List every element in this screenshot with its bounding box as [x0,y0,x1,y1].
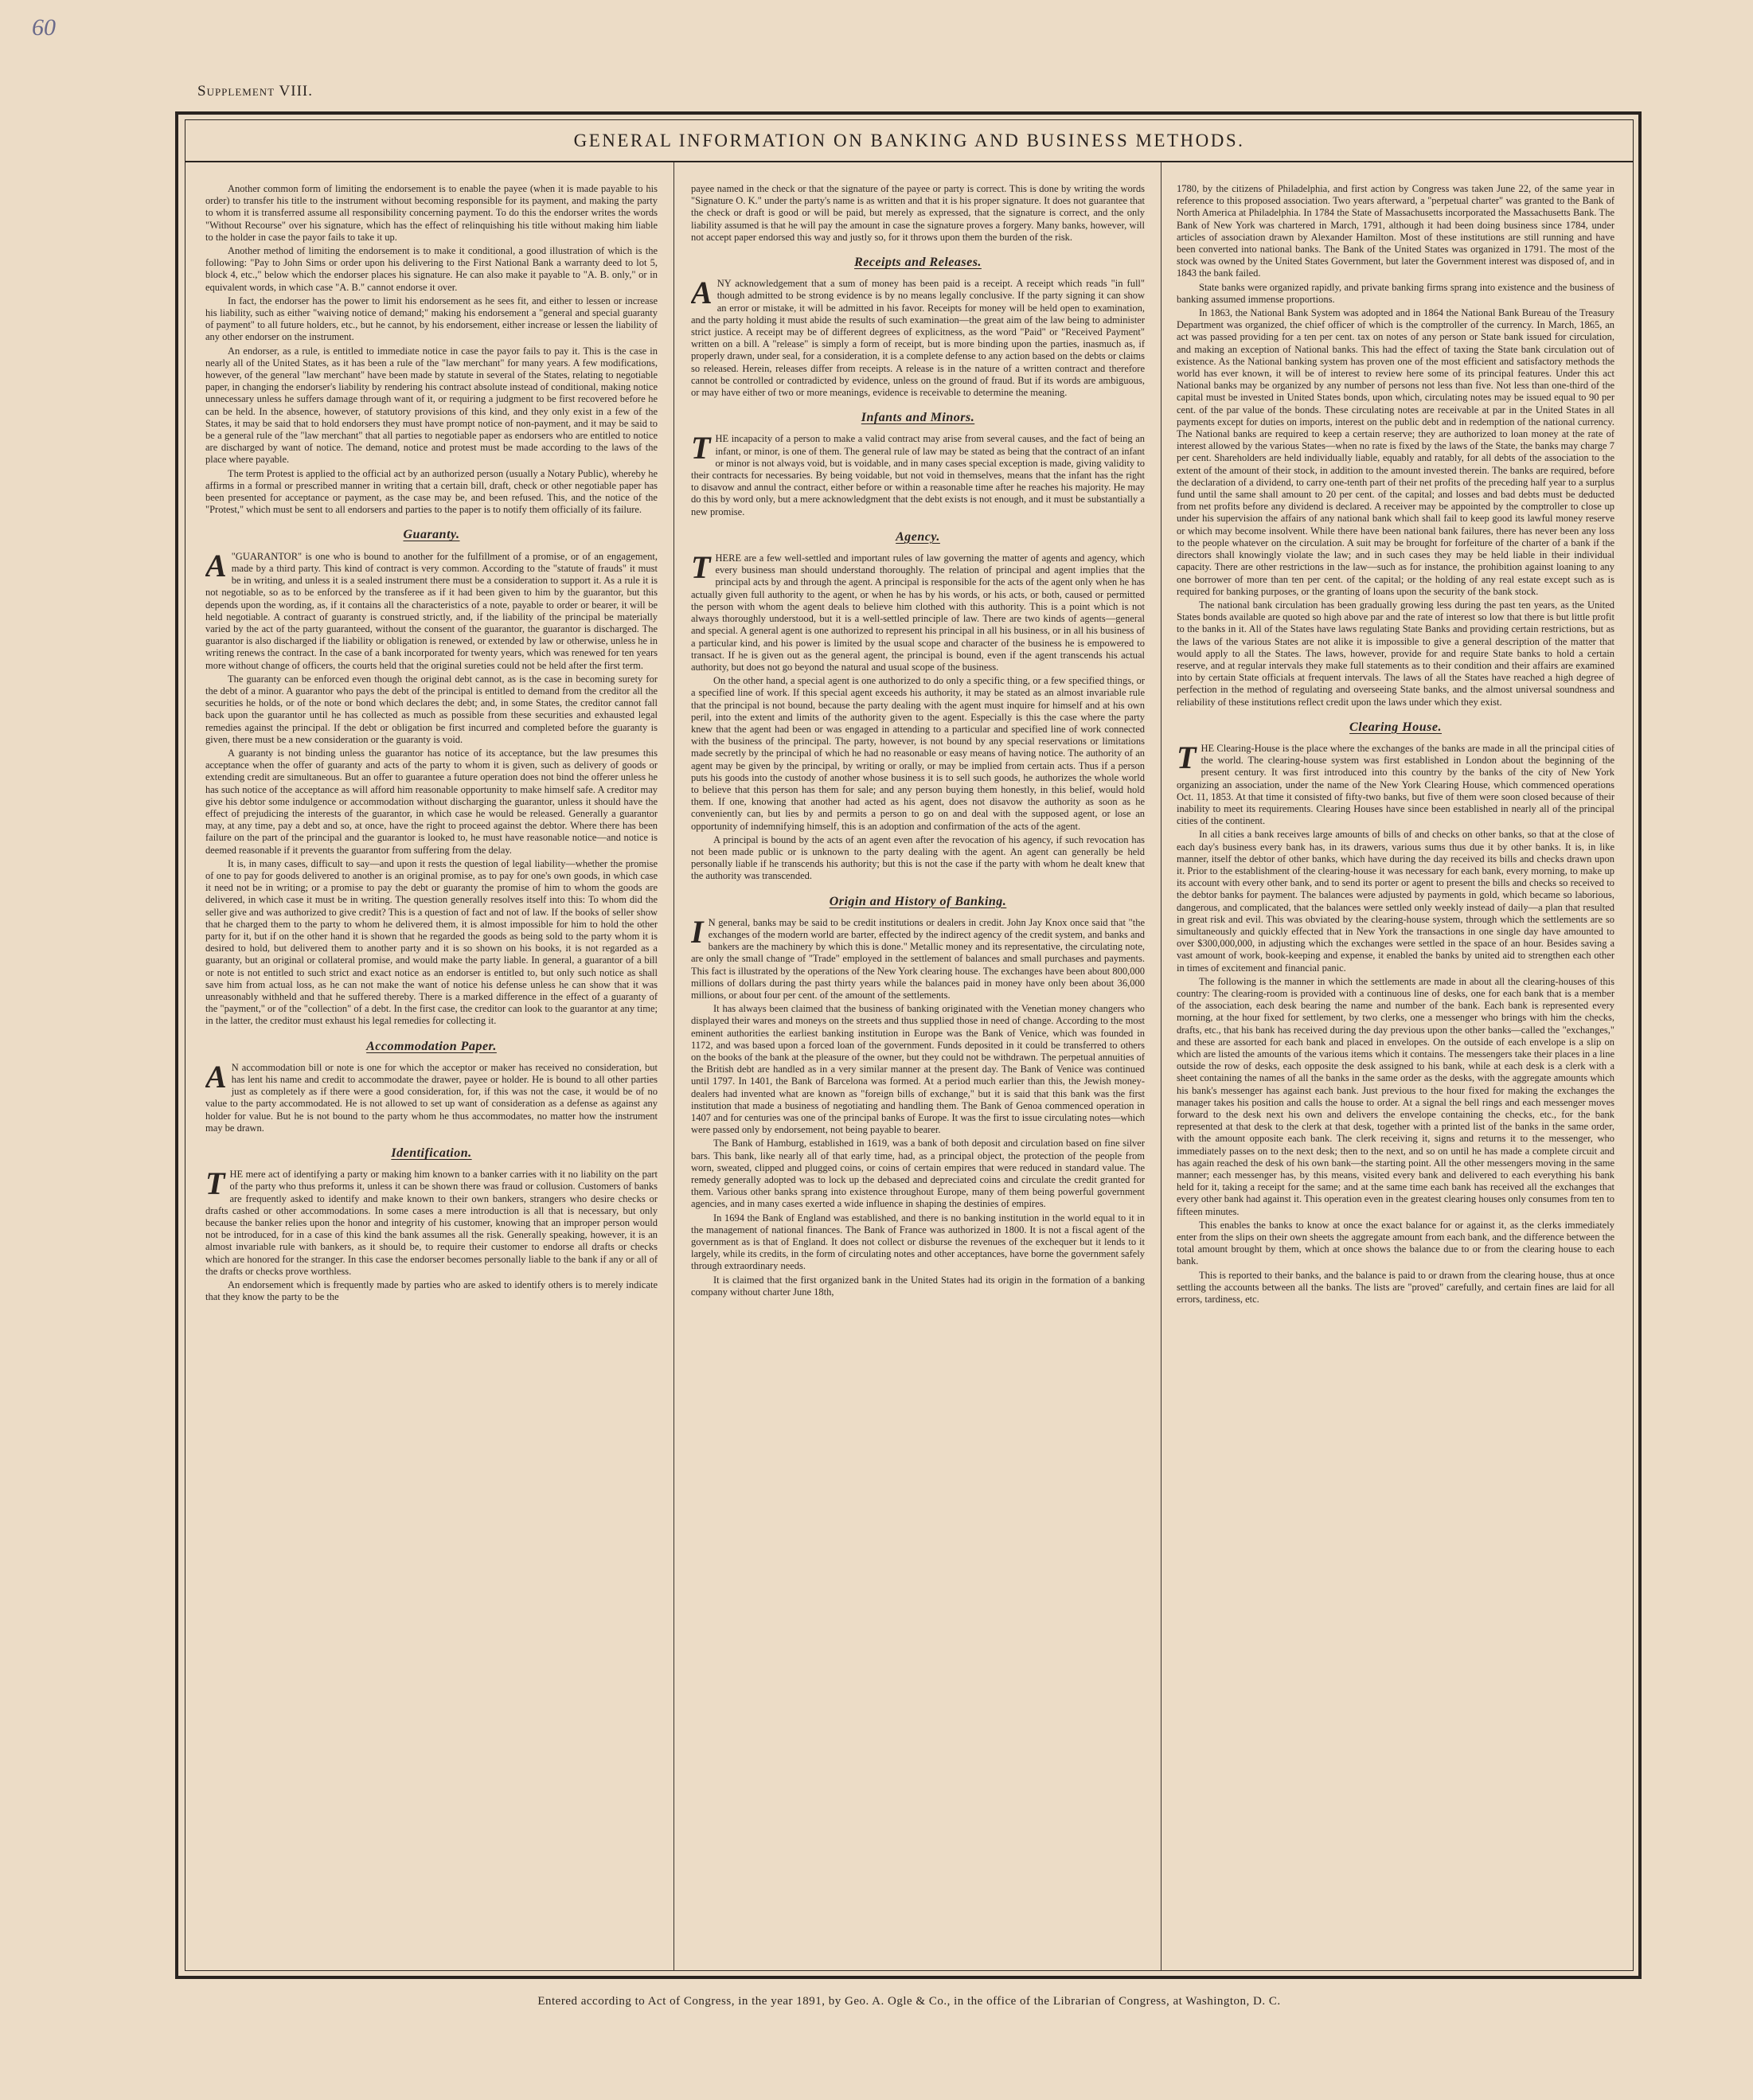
section-heading-agency: Agency. [896,529,940,544]
paragraph: This is reported to their banks, and the balance is paid to or drawn from the clearing house, thus at once settling the accounts between all the banks. The lists are "proved" carefully, and certain fines are laid for all errors, tardiness, etc. [1177,1269,1614,1306]
paragraph: The national bank circulation has been gradually growing less during the past ten years, as the United States bonds available are quoted so high above par and the rate of interest so low that there is but little profit to the banks in it. All of the States have laws regulating State Banks and providing certain restrictions, but as the laws of the various States are not alike it is impossible to give a general description of the matter that would apply to all the States. The laws, however, provide for and require State banks to hold a certain reserve, and at regular intervals they make full statements as to their condition and their affairs are examined into by certain State officials at frequent intervals. The laws of all the States have reached a high degree of perfection in the method of regulating and overseeing State banks, and the almost universal soundness and reliability of these institutions reflect credit upon the laws under which they exist. [1177,599,1614,708]
column-1 [205,183,658,1954]
paragraph [691,275,1145,399]
section-heading-receipts-and-releases: Receipts and Releases. [854,256,982,270]
copyright-footer: Entered according to Act of Congress, in the year 1891, by Geo. A. Ogle & Co., in the office of the Librarian of Congress, at Washington, D. C. [537,1995,1281,2008]
paragraph-text: N accommodation bill or note is one for which the acceptor or maker has received no consideration, but has lent his name and credit to accommodate the drawer, payee or holder. He is bound to all other parties just as completely as if there were a good consideration, for, if this was not the case, it would be of no value to the party accommodated. He is not allowed to set up want of consideration as a defense as against any holder for value. But he is not bound to the party whom he thus accommodates, no matter how the instrument may be drawn. [205,1061,658,1134]
paragraph: State banks were organized rapidly, and private banking firms sprang into existence and the business of banking assumed immense proportions. [1177,281,1614,305]
paragraph-text: HE Clearing-House is the place where the exchanges of the banks are made in all the principal cities of the world. The clearing-house system was first established in London about the beginning of the present century. It was first introduced into this country by the banks of the city of New York organizing an association, under the name of the New York Clearing House, which commenced operations Oct. 11, 1853. At that time it consisted of fifty-two banks, but five of them were soon closed because of their inability to meet its requirements. Clearing Houses have since been established in nearly all of the principal cities of the continent. [1177,742,1614,827]
paragraph: In 1863, the National Bank System was adopted and in 1864 the National Bank Bureau of the Treasury Department was organized, the chief officer of which is the comptroller of the currency. In March, 1865, an act was passed providing for a ten per cent. tax on notes of any person or State bank issued for circulation, and making an exception of National banks. This had the effect of taxing the State bank circulation out of existence. As the National banking system has proven one of the most efficient and satisfactory methods the world has ever known, it will be of interest to review here some of its principal features. Under this act National banks may be organized by any number of persons not less than five. Not less than one-third of the capital must be invested in United States bonds, upon which, circulating notes may be issued equal to 90 per cent. of the par value of the bonds. These circulating notes are receivable at par in the United States in all payments except for duties on imports, interest on the public debt and in redemption of the national currency. The National banks are required to keep a certain reserve; they are authorized to loan money at the rate of interest allowed by the various States—when no rate is fixed by the laws of the State, the banks may charge 7 per cent. Shareholders are held individually liable, equably and ratably, for all debts of the association to the extent of the amount of their stock, in addition to the amount invested therein. The banks are required, before the declaration of a dividend, to carry one-tenth part of their net profits of the preceding half year to a surplus fund until the same shall amount to 20 per cent. of the capital; and losses and bad debts must be deducted from net profits before any dividend is declared. A receiver may be appointed by the comptroller to close up under his supervision the affairs of any national bank which shall fail to keep good its lawful money reserve or which may become insolvent. While there have been national bank failures, there has never been any loss to the people whatever on the circulation. A suit may be brought for forfeiture of the charter of a bank if the directors shall knowingly violate the law; and in such cases they may be held liable in their individual capacity. There are other restrictions in the law—such as for instance, the prohibition against loaning to any one borrower of more than ten per cent. of the capital; or the holding of any real estate except such as is required for banking purposes, or the granting of loans upon the security of the bank stock. [1177,307,1614,597]
supplement-label: Supplement VIII. [197,83,313,100]
paragraph [691,913,1145,1001]
section-heading-identification: Identification. [391,1146,472,1161]
drop-cap: T [1177,739,1197,775]
paragraph [691,549,1145,673]
paragraph: It is, in many cases, difficult to say—and upon it rests the question of legal liability—whether the promise of one to pay for goods delivered to another is an original promise, as to pay for one's own goods, in which case it need not be in writing; or a promise to pay the debt or guaranty the promise of him to whom the goods are delivered, in which case it must be in writing. The question generally resolves itself into this: To whom did the seller give and was authorized to give credit? This is a question of fact and not of law. If the books of seller show that he charged them to the party to whom he delivered them, it is almost impossible for him to hold the other party for it, but if on the other hand it is shown that he regarded the goods as being sold to the party whom it is desired to hold, but delivered them to another party and it is so shown on his books, it is not regarded as a guaranty, but an original or collateral promise, and would make the party liable. In general, a guarantor of a bill or note is not entitled to such strict and exact notice as an endorser is entitled to, but only such notice as shall save him from actual loss, as he can not make the want of notice his defense unless he can show that it was unreasonably withheld and that he suffered thereby. There is a marked difference in the effect of a guaranty of the "payment," or of the "collection" of a debt. In the first case, the creditor can look to the guarantor at any time; in the latter, the creditor must exhaust his legal remedies for collecting it. [205,857,658,1027]
paragraph [205,1058,658,1134]
paragraph: This enables the banks to know at once the exact balance for or against it, as the clerks immediately enter from the slips on their own sheets the aggregate amount from each bank, and the difference between the total amount brought by them, which at once shows the balance due to or from the clearing house to each bank. [1177,1219,1614,1267]
paragraph: payee named in the check or that the signature of the payee or party is correct. This is done by writing the words "Signature O. K." under the party's name is as written and that it is his proper signature. It does not guarantee that the check or draft is good or will be paid, but merely as expressed, that the signature is correct, and the only liability assumed is that he will pay the amount in case the signature proves a forgery. Many banks, however, will not accept paper endorsed this way and justly so, for it throws upon them the burden of the risk. [691,183,1145,243]
paragraph [1177,739,1614,827]
page-number-mark: 60 [32,14,56,41]
drop-cap: T [205,1165,225,1202]
drop-cap: A [205,1058,227,1095]
drop-cap: I [691,913,704,950]
paragraph: It is claimed that the first organized bank in the United States had its origin in the formation of a banking company without charter June 18th, [691,1274,1145,1298]
paragraph: An endorsement which is frequently made by parties who are asked to identify others is to merely indicate that they know the party to be the [205,1279,658,1303]
paragraph: The following is the manner in which the settlements are made in about all the clearing-houses of this country: The clearing-room is provided with a continuous line of desks, one for each bank that is a member of the association, each desk bearing the name and number of the bank. Each bank is represented every morning, at the hour fixed for settlement, by two clerks, one a messenger who brings with him the checks, drafts, etc., that his bank has received during the day previous upon the other banks—called the "exchanges," and these are assorted for each bank and placed in envelopes. On the outside of each envelope is a slip on which are listed the amounts of the various items which it contains. The messengers take their places in a line outside the row of desks, each opposite the desk assigned to his bank, while at each desk is a clerk with a sheet containing the names of all the banks in the same order as the desks, with the aggregate amounts which his bank's messenger has against each bank. Just previous to the hour fixed for making the exchanges the manager takes his position and calls the house to order. At a signal the bell rings and each messenger moves forward to the desk next his own and delivers the envelope containing the checks, etc., for the bank represented at that desk to the clerk at that desk, together with a printed list of the banks in the same order, with the amount opposite each bank. The clerk receiving it, signs and returns it to the messenger, who immediately passes on to the next desk; then to the next, and so on until he has made a complete circuit and has again reached the desk of his own bank—the starting point. All the other messengers moving in the same manner; each messenger has, by this means, visited every bank and delivered to each everything his bank held for it, taking a receipt for the same; and at the same time each bank has received all the exchanges that every other bank had against it. This operation even in the greatest clearing houses only consumes from ten to fifteen minutes. [1177,975,1614,1217]
drop-cap: T [691,430,711,466]
paragraph: In 1694 the Bank of England was established, and there is no banking institution in the world equal to it in the management of national finances. The Bank of France was authorized in 1800. It is not a fiscal agent of the government as is that of England. It does not collect or disburse the revenues of the exchequer but it lends to it largely, while its credits, in the form of circulating notes and other acceptances, have borne the government safely through extraordinary needs. [691,1212,1145,1272]
column-divider [673,162,674,1971]
section-heading-clearing-house: Clearing House. [1349,720,1442,734]
paragraph: A principal is bound by the acts of an agent even after the revocation of his agency, if such revocation has not been made public or is unknown to the party dealing with the agent. An agent can generally be held personally liable if he transcends his authority; but this is not the case if the party with whom he dealt knew that the authority was transcended. [691,833,1145,882]
paragraph-text: HE incapacity of a person to make a valid contract may arise from several causes, and the fact of being an infant, or minor, is one of them. The general rule of law may be stated as being that the contract of an infant or minor is not always void, but is voidable, and in many cases special exception is made, giving validity to their contracts for necessaries. By being voidable, but not void in themselves, means that the infant has the right to disavow and annul the contract, either before or within a reasonable time after he reaches his majority. He may do this by word only, but a mere acknowledgment that the debt exists is not enough, and it must be substantially a new promise. [691,433,1145,517]
page-title: GENERAL INFORMATION ON BANKING AND BUSINESS METHODS. [185,119,1634,162]
paragraph [205,1165,658,1278]
paragraph: In all cities a bank receives large amounts of bills of and checks on other banks, so that at the close of each day's business every bank has, in its drawers, various sums thus due it by other banks. It is, in like manner, itself the debtor of other banks, which have during the day received its bills and checks drawn upon it. Prior to the establishment of the clearing-house it was necessary for each bank, every morning, to make up its account with every other bank, and to send its porter or agent to present the bills and checks so received to the debtor banks for payment. The balances were adjusted by payments in gold, which became so laborious, dangerous, and complicated, that the balances were settled only weekly instead of daily—a plan that resulted in great risk and evil. This was obviated by the clearing-house system, through which the settlements are so simultaneously and quickly effected that in New York the transactions in one single day have amounted to over $300,000,000, in adjusting which the exchanges were settled in the space of an hour. Besides saving a vast amount of work, book-keeping and expense, it enabled the banks by united aid to strengthen each other in times of excitement and financial panic. [1177,829,1614,974]
paragraph-text: HERE are a few well-settled and important rules of law governing the matter of agents and agency, which every business man should understand thoroughly. The relation of principal and agent implies that the principal acts by and through the agent. A principal is responsible for the acts of the agent only when he has actually given full authority to the agent, or when he has by his words, or his acts, or both, caused or permitted the person with whom the agent deals to believe him clothed with this authority. This is a point which is not always thoroughly understood, but it is a well-settled principle of law. There are two kinds of agents—general and special. A general agent is one authorized to represent his principal in all his business, or in all his business of a particular kind, and his power is limited by the usual scope and character of the business he is empowered to transact. If he is given out as the general agent, the principal is bound, even if the agent transcends his actual authority, but does not go beyond the natural and usual scope of the business. [691,552,1145,673]
paragraph: The term Protest is applied to the official act by an authorized person (usually a Notary Public), whereby he affirms in a formal or prescribed manner in writing that a certain bill, draft, check or other negotiable paper has been presented for acceptance or payment, as the case may be, and been refused. This, and the notice of the "Protest," which must be sent to all endorsers and parties to the paper is to notify them officially of its failure. [205,467,658,516]
section-heading-infants-and-minors: Infants and Minors. [861,411,975,425]
section-heading-guaranty: Guaranty. [403,528,460,542]
drop-cap: T [691,549,711,586]
paragraph: On the other hand, a special agent is one authorized to do only a specific thing, or a few specified things, or a specified line of work. If this special agent exceeds his authority, it may be stated as an almost invariable rule that the principal is not bound, because the party dealing with the agent must inquire for himself and at his own peril, into the extent and limits of the authority given to the agent. Especially is this the case where the party knew that the agent had been or was engaged in attending to a particular and specified line of work connected with the business of the principal. The party, however, is not bound by any special reservations or limitations made secretly by the principal of which he had no reasonable or easy means of having notice. The authority of an agent may be given by the principal, by writing or orally, or may be implied from certain acts. Thus if a person puts his goods into the custody of another whose business it is to sell such goods, he authorizes the whole world to believe that this person has them for sale; and any person buying them honestly, in this belief, would hold them. If one, knowing that another had acted as his agent, does not disavow the authority as soon as he conveniently can, but lies by and permits a person to go on and deal with the supposed agent, or lose an opportunity of indemnifying himself, this is an adoption and confirmation of the acts of the agent. [691,675,1145,832]
column-3 [1177,183,1614,1954]
section-heading-origin-and-history-of-banking: Origin and History of Banking. [829,894,1007,908]
paragraph: The Bank of Hamburg, established in 1619, was a bank of both deposit and circulation based on fine silver bars. This bank, like nearly all of that early time, had, as a principal object, the protection of the people from worn, sweated, clipped and plugged coins, or coins of certain empires that were reduced in standard value. The remedy generally adopted was to lock up the debased and depreciated coins and circulate the credit granted for them. Various other banks sprang into existence throughout Europe, many of them being powerful government agencies, and in many cases exerted a wide influence in shaping the destinies of empires. [691,1138,1145,1210]
paragraph: It has always been claimed that the business of banking originated with the Venetian money changers who displayed their wares and moneys on the streets and thus supplied those in need of change. According to the most eminent authorities the earliest banking institution in Europe was the Bank of Venice, which was founded in 1172, and was based upon a forced loan of the government. Funds deposited in it could be transferred to others on the books of the bank at the pleasure of the owner, but they could not be withdrawn. The perpetual annuities of the British debt are handled as in a very similar manner at the present day. The Bank of Venice was continued until 1797. In 1401, the Bank of Barcelona was formed. At a period much earlier than this, the Jewish money-dealers had invented what are known as "foreign bills of exchange," but it is said that this bank was the first institution that made a business of negotiating and handling them. The Bank of Genoa commenced operation in 1407 and for centuries was one of the principal banks of Europe. It was the first to issue circulating notes—which were passed only by endorsement, not being payable to bearer. [691,1003,1145,1136]
paragraph: The guaranty can be enforced even though the original debt cannot, as is the case in becoming surety for the debt of a minor. A guarantor who pays the debt of the principal is entitled to demand from the creditor all the securities he holds, or of the note or bond which declares the debt; and, in some States, the creditor cannot fall back upon the guarantor until he has collected as much as possible from these securities and exhausted legal remedies against the principal. If the debt or obligation be first incurred and completed before the guaranty is given, there must be a new consideration or the guaranty is void. [205,673,658,745]
drop-cap: A [691,275,713,311]
paragraph [205,547,658,672]
paragraph [691,430,1145,517]
column-2 [691,183,1145,1954]
paragraph-text: HE mere act of identifying a party or making him known to a banker carries with it no liability on the part of the party who thus preforms it, unless it can be shown there was fraud or collusion. Customers of banks are frequently asked to identify and make known to their own bankers, strangers who desire checks or drafts cashed or other accommodations. In some cases a mere introduction is all that is necessary, but only because the banker relies upon the honor and integrity of his customer, knowing that an improper person would not be introduced, for in a case of this kind the bank assumes all the risk. Generally speaking, however, it is an almost invariable rule with bankers, as it should be, to require their customer to endorse all drafts or checks which are honored for the stranger. In this case the endorser becomes personally liable to the bank if any or all of the drafts or checks prove worthless. [205,1169,658,1277]
drop-cap: A [205,547,227,584]
paragraph: 1780, by the citizens of Philadelphia, and first action by Congress was taken June 22, of the same year in reference to this proposed association. Two years afterward, a "perpetual charter" was granted to the Bank of North America at Philadelphia. In 1784 the State of Massachusetts incorporated the Massachusetts Bank. The Bank of New York was chartered in March, 1791, although it had been doing business since 1784, under articles of association drawn by Alexander Hamilton. Most of these institutions are still running and have been converted into national banks. The Bank of the United States was organized in 1791. The most of the stock was owned by the United States Government, but later the Government interest was disposed of, and in 1843 the bank failed. [1177,183,1614,279]
column-divider [1161,162,1162,1971]
paragraph: Another common form of limiting the endorsement is to enable the payee (when it is made payable to his order) to transfer his title to the instrument without becoming responsible for its payment, and making the party to whom it is transferred assume all responsibility concerning payment. To do this the endorser writes the words "Without Recourse" over his signature, which has the effect of relinquishing his title without making him liable to the holder in case the payor fails to take it up. [205,183,658,243]
paragraph: An endorser, as a rule, is entitled to immediate notice in case the payor fails to pay it. This is the case in nearly all of the United States, as it has been a rule of the "law merchant" for many years. A few modifications, however, of the general "law merchant" have been made by statute in several of the States, relating to negotiable paper, in changing the endorser's liability by rendering his contract absolute instead of conditional, making notice unnecessary unless he suffers damage through want of it, or requiring a judgment to be first recovered before he can be held. In the absence, however, of statutory provisions of this kind, and they only exist in a few of the States, it may be said that to hold endorsers they must have prompt notice of non-payment, and it may be said to be a general rule of the "law merchant" that all parties to negotiable paper as endorsers who are entitled to notice are discharged by want of notice. The demand, notice and protest must be made according to the laws of the place where payable. [205,345,658,466]
paragraph: Another method of limiting the endorsement is to make it conditional, a good illustration of which is the following: "Pay to John Sims or order upon his delivering to the First National Bank a warranty deed to lot 5, block 4, etc.," below which the endorser places his signature. He can also make it payable to "A. B. only," or in equivalent words, in which case "A. B." cannot endorse it over. [205,245,658,293]
paragraph: A guaranty is not binding unless the guarantor has notice of its acceptance, but the law presumes this acceptance when the offer of guaranty and acts of the party to whom it is given, such as delivery of goods or extending credit are simultaneous. But an offer to guarantee a future operation does not bind the offerer unless he has such notice of the acceptance as will afford him reasonable opportunity to make himself safe. A creditor may give his debtor some indulgence or accommodation without discharging the guarantor, unless it should have the effect of prejudicing the interests of the guarantor, in which case he would be released. Generally a guarantor may, at any time, pay a debt and so, at once, have the right to proceed against the debtor. Where there has been failure on the part of the principal and the guarantor is looked to, he must have reasonable notice—and notice is deemed reasonable if it prevents the guarantor from suffering from the delay. [205,747,658,856]
paragraph-text: "GUARANTOR" is one who is bound to another for the fulfillment of a promise, or of an engagement, made by a third party. This kind of contract is very common. According to the "statute of frauds" it must be in writing, and unless it is a sealed instrument there must be a consideration to support it. As a rule it is not negotiable, so as to be enforced by the transferee as if it had been given to him by the guarantor, but this depends upon the wording, as, if it contains all the characteristics of a note, payable to order or bearer, it will be held negotiable. A contract of guaranty is construed strictly, and, if the liability of the principal be materially varied by the act of the party guaranteed, without the consent of the guarantor, the guarantor is discharged. The guarantor is also discharged if the liability or obligation is renewed, or extended by law or otherwise, unless he in writing renews the contract. In the case of a bank incorporated for twenty years, which was renewed for ten years more without change of officers, the courts held that the original sureties could not be held after the first term. [205,550,658,671]
section-heading-accommodation-paper: Accommodation Paper. [366,1039,497,1053]
paragraph-text: N general, banks may be said to be credit institutions or dealers in credit. John Jay Knox once said that "the exchanges of the modern world are barter, effected by the indirect agency of the credit system, and banks and bankers are the machinery by which this is done." Metallic money and its representative, the circulating note, are only the small change of "Trade" employed in the settlement of balances and small purchases and payments. This fact is illustrated by the operations of the New York clearing house. The exchanges have been about 800,000 millions of dollars during the past thirty years while the balances paid in money have only been about 36,000 millions, or about four per cent. of the amount of the settlements. [691,916,1145,1001]
paragraph: In fact, the endorser has the power to limit his endorsement as he sees fit, and either to lessen or increase his liability, such as either "waiving notice of demand;" making his endorsement a "general and special guaranty of payment" to all future holders, etc., but he cannot, by his endorsement, either increase or lessen the liability of any other endorser on the instrument. [205,295,658,343]
paragraph-text: NY acknowledgement that a sum of money has been paid is a receipt. A receipt which reads "in full" though admitted to be strong evidence is by no means legally conclusive. If the party signing it can show an error or mistake, it will be admitted in his favor. Receipts for money will be held open to examination, and the party holding it must abide the results of such examination—the great aim of the law being to administer strict justice. A receipt may be of different degrees of explicitness, as the word "Paid" or "Received Payment" written on a bill. A "release" is simply a form of receipt, but is more binding upon the parties, inasmuch as, if properly drawn, under seal, for a consideration, it is a complete defense to any action based on the debts or claims so released. Herein, releases differ from receipts. A release is in the nature of a written contract and therefore cannot be controlled or contradicted by evidence, unless on the ground of fraud. But if its words are ambiguous, or may have either of two or more meanings, evidence is receivable to determine the meaning. [691,278,1145,399]
